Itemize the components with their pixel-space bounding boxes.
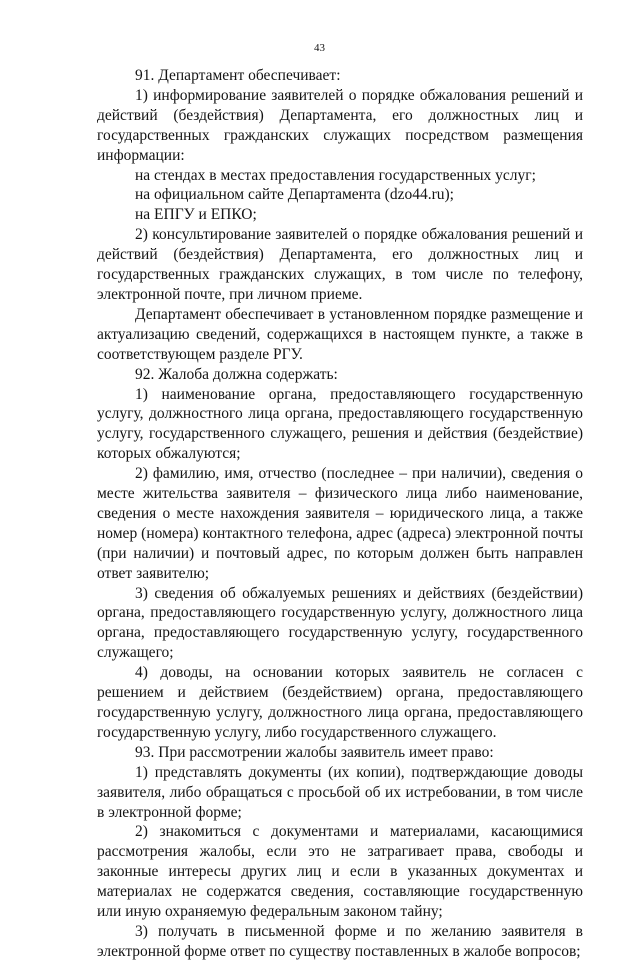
paragraph-91-item-2: 2) консультирование заявителей о порядке обжалования решений и действий (бездействия) Департамента, его должностных лиц и государственных гражданских служащих, в том числе по телефону, электронной почте, при личном приеме. <box>97 226 583 303</box>
paragraph-92-item-3: 3) сведения об обжалуемых решениях и действиях (бездействии) органа, предоставляющего государственную услугу, должностного лица органа, предоставляющего государственную услугу, государственного служащего; <box>97 584 583 662</box>
paragraph-93-item-2: 2) знакомиться с документами и материалами, касающимися рассмотрения жалобы, если это не затрагивает права, свободы и законные интересы других лиц и если в указанных документах и материалах не содержатся сведения, составляющие государственную или иную охраняемую федеральным законом тайну; <box>97 823 583 921</box>
paragraph-93-heading: 93. При рассмотрении жалобы заявитель имеет право: <box>135 743 494 761</box>
paragraph-91-publication: Департамент обеспечивает в установленном порядке размещение и актуализацию сведений, содержащихся в настоящем пункте, а также в соответствующем разделе РГУ. <box>97 305 583 363</box>
page-number: 43 <box>314 42 325 54</box>
paragraph-92-item-1: 1) наименование органа, предоставляющего государственную услугу, должностного лица органа, предоставляющего государственную услугу, государственного служащего, решения и действия (бездействие) которых обжалуются; <box>97 385 583 463</box>
document-body <box>97 66 583 962</box>
paragraph-92-item-4: 4) доводы, на основании которых заявитель не согласен с решением и действием (бездействием) органа, предоставляющего государственную услугу, должностного лица органа, предоставляющего государственную услугу, либо государственного служащего. <box>97 664 583 741</box>
paragraph-91-website: на официальном сайте Департамента (dzo44.ru); <box>135 186 454 204</box>
paragraph-91-stands: на стендах в местах предоставления государственных услуг; <box>135 166 536 184</box>
paragraph-93-item-1: 1) представлять документы (их копии), подтверждающие доводы заявителя, либо обращаться с просьбой об их истребовании, в том числе в электронной форме; <box>97 763 583 821</box>
paragraph-91-heading: 91. Департамент обеспечивает: <box>135 67 341 84</box>
paragraph-92-item-2: 2) фамилию, имя, отчество (последнее – при наличии), сведения о месте жительства заявителя – физического лица либо наименование, сведения о месте нахождения заявителя – юридического лица, а также номер (номера) контактного телефона, адрес (адреса) электронной почты (при наличии) и почтовый адрес, по которым должен быть направлен ответ заявителю; <box>97 465 583 582</box>
paragraph-91-item-1: 1) информирование заявителей о порядке обжалования решений и действий (бездействия) Департамента, его должностных лиц и государственных гражданских служащих посредством размещения информации: <box>97 86 583 164</box>
paragraph-92-heading: 92. Жалоба должна содержать: <box>135 365 338 383</box>
paragraph-91-epgu: на ЕПГУ и ЕПКО; <box>135 206 257 224</box>
paragraph-93-item-3: 3) получать в письменной форме и по желанию заявителя в электронной форме ответ по существу поставленных в жалобе вопросов; <box>97 922 583 960</box>
